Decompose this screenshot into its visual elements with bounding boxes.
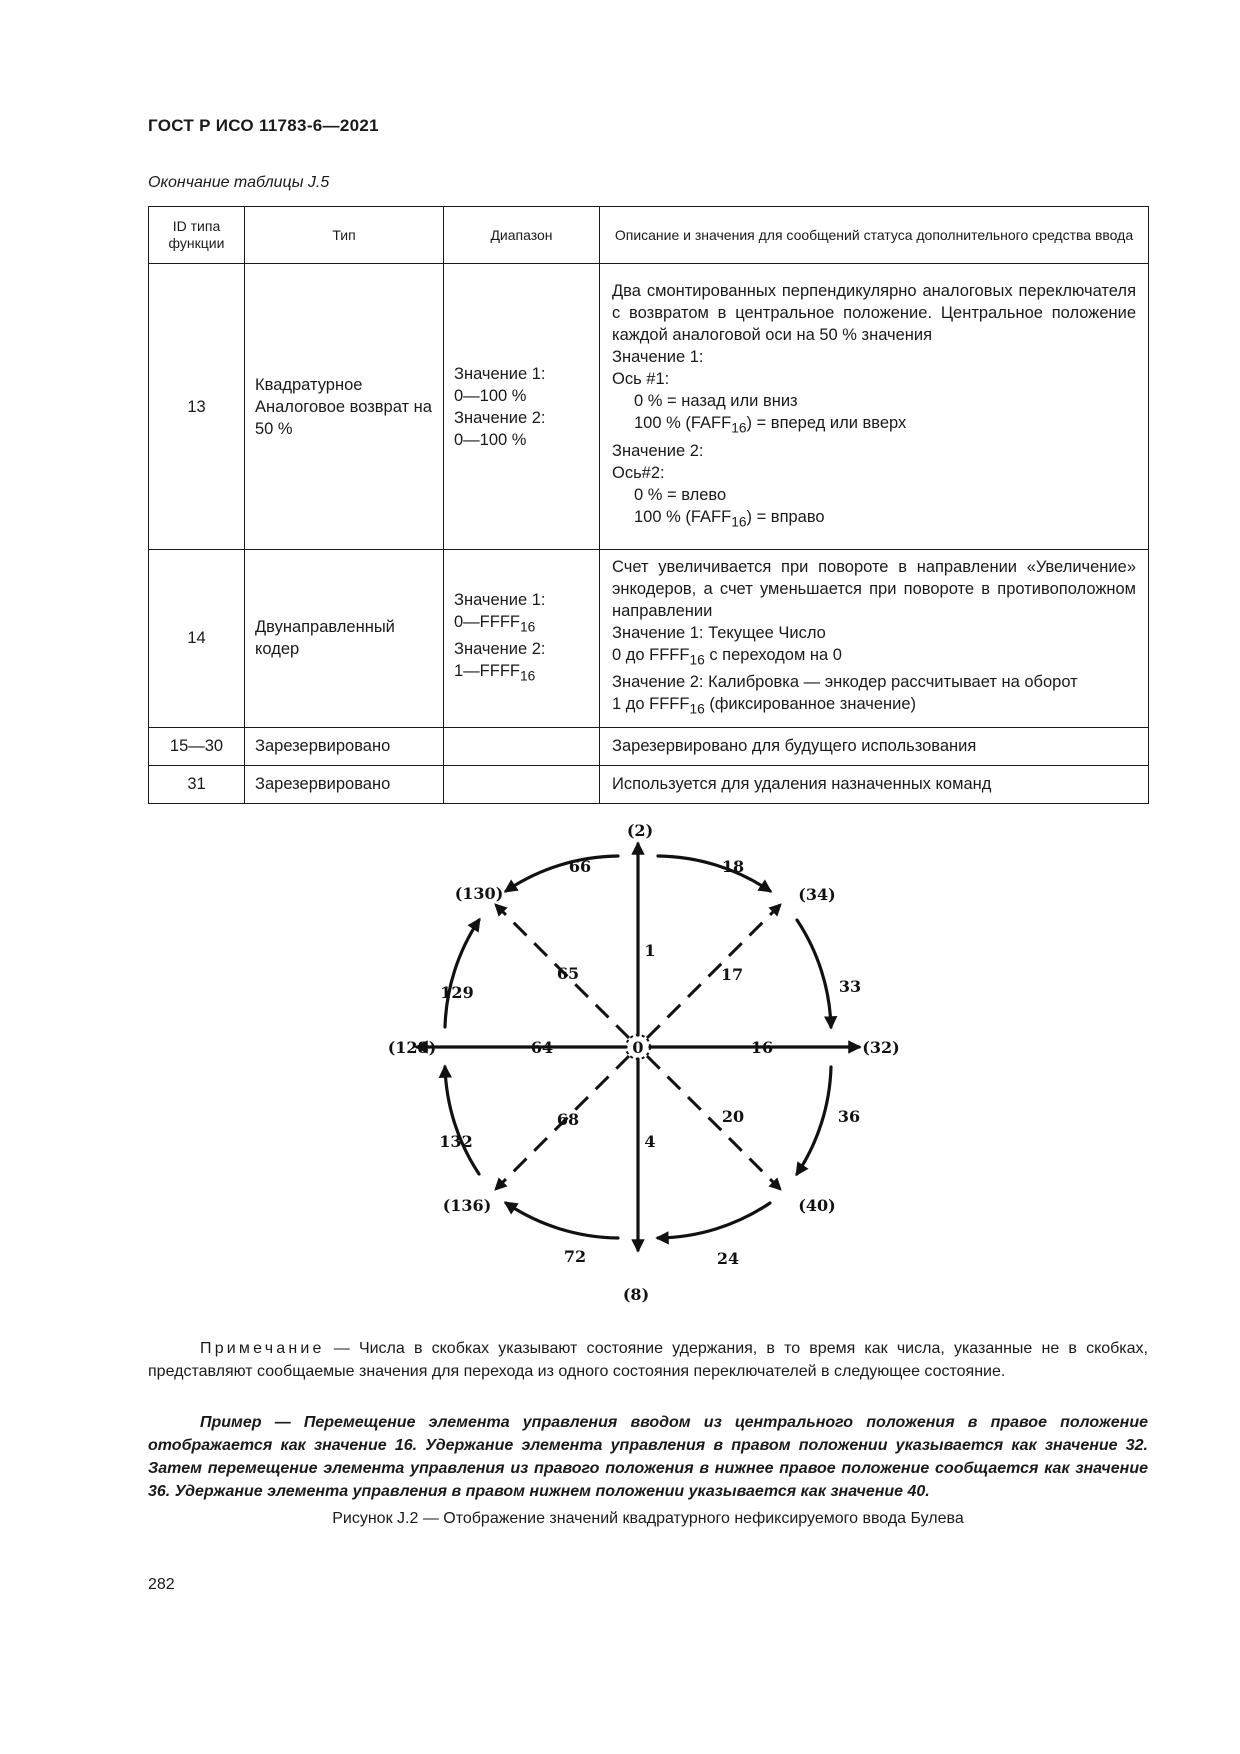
- desc-text: 100 % (FAFF: [634, 414, 732, 433]
- desc-line: Значение 1: Текущее Число: [612, 624, 826, 642]
- subscript-16: 16: [689, 652, 705, 668]
- table-row: [149, 550, 1149, 728]
- arc-label-n-ne: 18: [721, 857, 745, 876]
- desc-lead: Два смонтированных перпендикулярно аналоговых переключателя с возвратом в центральное положение. Центральное положение каждой аналоговой оси на 50 % значения: [612, 282, 1136, 345]
- desc-line: Ось #1:: [612, 370, 670, 389]
- range-line: [454, 611, 589, 638]
- quadrature-state-diagram: [380, 820, 900, 1310]
- cell-id: 14: [149, 550, 245, 728]
- cell-type: Зарезервировано: [245, 727, 444, 765]
- desc-line: Значение 1:: [612, 348, 704, 367]
- col-header-id: ID типа функции: [149, 207, 245, 264]
- range-line: Значение 2:: [454, 408, 546, 427]
- cell-range: [444, 727, 600, 765]
- desc-text: 0 до FFFF: [612, 646, 690, 664]
- cell-description: [600, 264, 1149, 550]
- arc-arrow-w-nw: [445, 920, 479, 1027]
- cell-type: Квадратурное Аналоговое возврат на 50 %: [245, 264, 444, 550]
- desc-line: 0 % = назад или вниз: [634, 392, 798, 411]
- col-header-type: Тип: [245, 207, 444, 264]
- spoke-label-s: 4: [644, 1132, 656, 1151]
- spoke-arrow-se: [647, 1056, 780, 1189]
- cell-range: [444, 264, 600, 550]
- arc-label-ne-e: 33: [838, 977, 862, 996]
- desc-text: ) = вперед или вверх: [746, 414, 907, 433]
- cell-id: 31: [149, 765, 245, 803]
- subscript-16: 16: [689, 701, 705, 717]
- arc-arrow-e-se: [797, 1067, 831, 1174]
- spoke-label-n: 1: [644, 941, 656, 960]
- desc-text: 1 до FFFF: [612, 695, 690, 714]
- spoke-label-w: 64: [530, 1038, 554, 1057]
- subscript-16: 16: [731, 420, 747, 436]
- desc-line: 0 % = влево: [634, 485, 727, 504]
- desc-line: Ось#2:: [612, 463, 665, 482]
- range-line: [454, 660, 589, 687]
- arc-label-se-s: 24: [716, 1249, 740, 1268]
- state-label-e: (32): [862, 1038, 900, 1057]
- subscript-16: 16: [520, 619, 536, 635]
- range-line: Значение 1:: [454, 591, 546, 609]
- table-j5: [148, 206, 1149, 804]
- table-row: [149, 765, 1149, 803]
- desc-text: с переходом на 0: [704, 646, 842, 664]
- arc-arrow-n-nw: [506, 856, 618, 891]
- arc-label-w-nw: 129: [440, 983, 474, 1002]
- range-line: 0—100 %: [454, 386, 527, 405]
- document-header: ГОСТ Р ИСО 11783-6—2021: [148, 116, 379, 135]
- arc-label-s-sw: 72: [563, 1247, 587, 1266]
- range-line: Значение 2:: [454, 640, 546, 659]
- spoke-arrow-ne: [647, 905, 780, 1038]
- desc-line: [612, 693, 1136, 720]
- desc-text: (фиксированное значение): [704, 695, 917, 714]
- state-label-n: (2): [626, 821, 654, 840]
- subscript-16: 16: [520, 668, 536, 684]
- subscript-16: 16: [731, 513, 747, 529]
- desc-line: [612, 644, 1136, 671]
- table-continuation-label: Окончание таблицы J.5: [148, 174, 330, 191]
- arc-arrow-n-ne: [658, 856, 770, 891]
- arc-arrow-ne-e: [797, 920, 831, 1027]
- state-label-w: (128): [387, 1038, 437, 1057]
- table-row: [149, 264, 1149, 550]
- cell-range: [444, 550, 600, 728]
- figure-caption: Рисунок J.2 — Отображение значений квадратурного нефиксируемого ввода Булева: [332, 1510, 964, 1527]
- col-header-range: Диапазон: [444, 207, 600, 264]
- arc-arrow-se-s: [658, 1203, 770, 1238]
- state-label-sw: (136): [442, 1196, 492, 1215]
- desc-line: [612, 506, 1136, 533]
- range-line: Значение 1:: [454, 364, 546, 383]
- spoke-label-e: 16: [750, 1038, 774, 1057]
- cell-description: Используется для удаления назначенных команд: [600, 765, 1149, 803]
- cell-type: Зарезервировано: [245, 765, 444, 803]
- state-label-s: (8): [622, 1285, 650, 1304]
- desc-lead: Счет увеличивается при повороте в направлении «Увеличение» энкодеров, а счет уменьшается при повороте в противоположном направлении: [612, 558, 1136, 620]
- arc-arrow-sw-w: [445, 1067, 479, 1174]
- cell-description: [600, 550, 1149, 728]
- state-label-nw: (130): [454, 884, 504, 903]
- arc-label-e-se: 36: [837, 1107, 861, 1126]
- center-label: 0: [632, 1038, 644, 1057]
- desc-line: [612, 412, 1136, 439]
- table-header-row: [149, 207, 1149, 264]
- figure-note: [148, 1337, 1148, 1383]
- note-lead: Примечание: [200, 1340, 325, 1357]
- state-label-se: (40): [798, 1196, 836, 1215]
- state-label-ne: (34): [798, 885, 836, 904]
- desc-text: ) = вправо: [746, 507, 825, 526]
- arc-label-sw-w: 132: [439, 1132, 473, 1151]
- figure-example: Пример — Перемещение элемента управления вводом из центрального положения в правое положение отображается как значение 16. Удержание элемента управления в правом положении указывается как значение 32. Затем перемещение элемента управления из правого положения в нижнее правое положение сообщается как значение 36. Удержание элемента управления в правом нижнем положении указывается как значение 40.: [148, 1414, 1148, 1500]
- spoke-label-sw: 68: [556, 1110, 580, 1129]
- desc-text: 100 % (FAFF: [634, 507, 732, 526]
- spoke-label-se: 20: [721, 1107, 745, 1126]
- range-line: 0—100 %: [454, 430, 527, 449]
- cell-id: 13: [149, 264, 245, 550]
- cell-type: Двунаправленный кодер: [245, 550, 444, 728]
- cell-id: 15—30: [149, 727, 245, 765]
- note-text: — Числа в скобках указывают состояние удержания, в то время как числа, указанные не в скобках, представляют сообщаемые значения для перехода из одного состояния переключателей в следующее состояние.: [148, 1340, 1148, 1380]
- page-number: 282: [148, 1576, 175, 1593]
- table-row: [149, 727, 1149, 765]
- range-text: 0—FFFF: [454, 613, 520, 631]
- col-header-description: Описание и значения для сообщений статуса дополнительного средства ввода: [600, 207, 1149, 264]
- cell-range: [444, 765, 600, 803]
- arc-label-n-nw: 66: [568, 857, 592, 876]
- arc-arrow-s-sw: [506, 1203, 618, 1238]
- range-text: 1—FFFF: [454, 662, 520, 681]
- desc-line: Значение 2:: [612, 441, 704, 460]
- cell-description: Зарезервировано для будущего использования: [600, 727, 1149, 765]
- spoke-label-nw: 65: [556, 964, 580, 983]
- desc-line: Значение 2: Калибровка — энкодер рассчитывает на оборот: [612, 673, 1078, 692]
- spoke-label-ne: 17: [720, 965, 744, 984]
